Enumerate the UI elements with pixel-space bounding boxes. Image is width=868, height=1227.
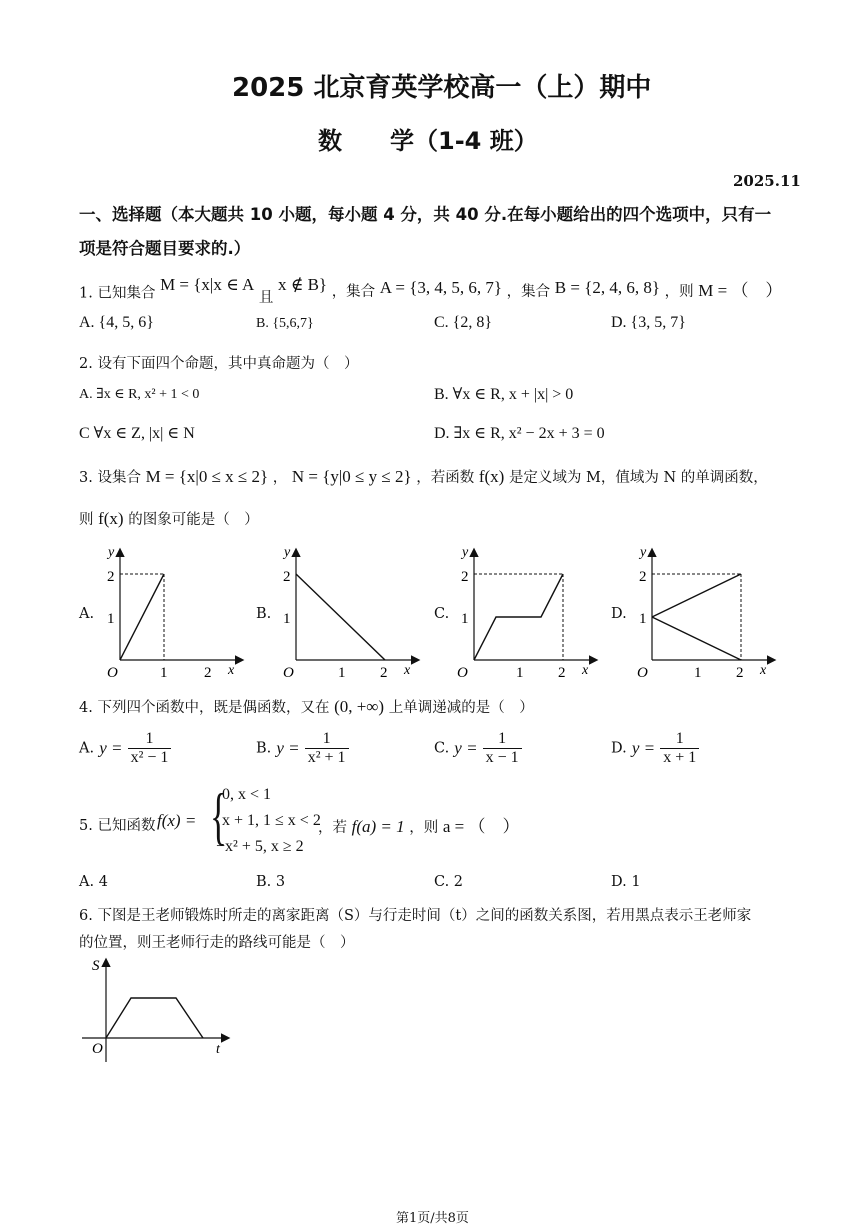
- q3-graph-d: [624, 540, 784, 685]
- q3-prefix: 3. 设集合: [79, 470, 141, 486]
- q4-option-d: [611, 730, 699, 767]
- tick-y-2: 2: [461, 569, 469, 585]
- graph-d-line-down: [652, 617, 741, 660]
- q1-set-m: M = {x|x ∈ A: [160, 275, 255, 294]
- tick-y-1: 1: [461, 611, 469, 627]
- q4-option-a-den: x² − 1: [130, 749, 169, 766]
- tick-y-1: 1: [639, 611, 647, 627]
- q5-cond: f(a) = 1: [351, 817, 405, 836]
- origin-label: O: [107, 665, 118, 681]
- tick-x-1: 1: [160, 665, 168, 681]
- q4-option-b-den: x² + 1: [307, 749, 346, 766]
- q5-case-2: x + 1, 1 ≤ x < 2: [222, 812, 321, 829]
- axis-s-label: S: [92, 958, 100, 974]
- q5-option-a: A. 4: [79, 874, 108, 890]
- tick-y-2: 2: [107, 569, 115, 585]
- q4-option-c-label: C.: [434, 740, 450, 757]
- q1-set-m-cond: x ∉ B}: [277, 275, 328, 294]
- axis-y-label: y: [108, 545, 115, 560]
- q1-option-a: A. {4, 5, 6}: [79, 314, 154, 331]
- q4-option-c-num: 1: [483, 730, 522, 749]
- q5-option-b: B. 3: [256, 874, 286, 890]
- q1-and: 且: [258, 290, 274, 306]
- q3-graph-b-label: B.: [256, 606, 272, 622]
- q5-tail: [318, 812, 520, 837]
- q5-case-1: 0, x < 1: [222, 786, 272, 803]
- axis-x-label: x: [228, 663, 235, 678]
- q1-stem: [79, 275, 783, 306]
- q4-option-b-num: 1: [305, 730, 349, 749]
- q4-option-c-den: x − 1: [485, 749, 519, 766]
- q5-prefix: 5. 已知函数: [79, 818, 156, 834]
- q1-ask: M = （ ）: [698, 281, 783, 300]
- axis-x-label: x: [760, 663, 767, 678]
- q6-graph-line: [106, 998, 203, 1038]
- q3-graph-a: [92, 540, 252, 685]
- q3-set-m: M = {x|0 ≤ x ≤ 2}: [145, 467, 269, 486]
- tick-y-1: 1: [283, 611, 291, 627]
- q4-option-c: [434, 730, 522, 767]
- q1-mid1: ，集合: [331, 284, 376, 300]
- graph-a-line: [120, 574, 164, 660]
- q1-option-d: D. {3, 5, 7}: [611, 314, 686, 331]
- q4-end: 上单调递减的是（ ）: [388, 700, 534, 716]
- origin-label: O: [92, 1041, 103, 1057]
- q4-option-d-lhs: y =: [631, 738, 656, 758]
- graph-b-line: [296, 574, 385, 660]
- origin-label: O: [637, 665, 648, 681]
- q4-option-a-lhs: y =: [99, 738, 123, 758]
- origin-label: O: [283, 665, 294, 681]
- tick-y-1: 1: [107, 611, 115, 627]
- q4-option-a-label: A.: [79, 740, 95, 757]
- tick-x-1: 1: [338, 665, 346, 681]
- axis-y-label: y: [284, 545, 291, 560]
- q4-option-b-frac: [305, 730, 349, 767]
- exam-date: 2025.11: [733, 172, 801, 190]
- q3-graph-d-label: D.: [611, 606, 627, 622]
- q1-set-b: B = {2, 4, 6, 8}: [554, 278, 661, 297]
- q4-option-c-frac: [483, 730, 522, 767]
- page-number: 第1页/共8页: [396, 1211, 469, 1226]
- q4-option-b: [256, 730, 349, 767]
- tick-x-2: 2: [380, 665, 388, 681]
- q4-option-a: [79, 730, 171, 767]
- q4-option-b-label: B.: [256, 740, 272, 757]
- q4-option-c-lhs: y =: [454, 738, 478, 758]
- q2-stem: 2. 设有下面四个命题，其中真命题为（ ）: [79, 356, 359, 372]
- section-heading-line2: 项是符合题目要求的.）: [79, 239, 251, 258]
- q4-stem: [79, 696, 534, 717]
- q2-option-d: D. ∃x ∈ R, x² − 2x + 3 = 0: [434, 425, 605, 442]
- q4-interval: (0, +∞): [334, 697, 385, 716]
- q5-option-d: D. 1: [611, 874, 641, 890]
- q3-line2-end: 的图象可能是（ ）: [128, 512, 259, 528]
- section-heading-line1: 一、选择题（本大题共 10 小题，每小题 4 分，共 40 分.在每小题给出的四个选项中，只有一: [79, 205, 772, 224]
- q6-line2: 的位置，则王老师行走的路线可能是（ ）: [79, 935, 355, 951]
- q3-line2: [79, 508, 259, 529]
- q5-case-3: −x² + 5, x ≥ 2: [216, 838, 304, 855]
- q3-line2-fx: f(x): [98, 509, 124, 528]
- axis-y-label: y: [640, 545, 647, 560]
- q5-fx: f(x) =: [157, 811, 197, 830]
- axis-x-label: x: [404, 663, 411, 678]
- q1-end: ，则: [664, 284, 694, 300]
- tick-y-2: 2: [639, 569, 647, 585]
- q4-option-d-label: D.: [611, 740, 627, 757]
- q5-end: ，则: [409, 820, 439, 836]
- q3-comma: ，: [272, 470, 288, 486]
- q6-graph: [78, 952, 248, 1072]
- q5-option-c: C. 2: [434, 874, 464, 890]
- axis-t-label: t: [216, 1042, 220, 1057]
- q2-option-a: A. ∃x ∈ R, x² + 1 < 0: [79, 387, 200, 402]
- q1-option-c: C. {2, 8}: [434, 314, 493, 331]
- q2-option-c: C ∀x ∈ Z, |x| ∈ N: [79, 425, 195, 442]
- q3-graph-b: [268, 540, 428, 685]
- tick-x-1: 1: [516, 665, 524, 681]
- graph-c-line: [474, 574, 563, 660]
- q1-set-a: A = {3, 4, 5, 6, 7}: [379, 278, 503, 297]
- tick-x-1: 1: [694, 665, 702, 681]
- q2-option-b: B. ∀x ∈ R, x + |x| > 0: [434, 386, 574, 403]
- q3-line1: [79, 466, 768, 487]
- q4-option-a-num: 1: [128, 730, 172, 749]
- q6-line1: 6. 下图是王老师锻炼时所走的离家距离（S）与行走时间（t）之间的函数关系图，若用黑点表示王老师家: [79, 908, 752, 924]
- q5-mid: ，若: [318, 820, 347, 836]
- q5-ask: a = （ ）: [442, 817, 520, 836]
- tick-y-2: 2: [283, 569, 291, 585]
- q4-option-b-lhs: y =: [276, 738, 300, 758]
- axis-x-label: x: [582, 663, 589, 678]
- tick-x-2: 2: [736, 665, 744, 681]
- q3-fx: f(x): [478, 467, 505, 486]
- q4-option-d-frac: [660, 730, 699, 767]
- exam-subtitle: 数 学（1-4 班）: [318, 127, 538, 155]
- exam-title: 2025 北京育英学校高一（上）期中: [232, 73, 652, 103]
- q1-prefix: 1. 已知集合: [79, 285, 156, 302]
- q5-brace: {: [210, 780, 227, 851]
- q3-line2-prefix: 则: [79, 512, 94, 528]
- q4-option-a-frac: [128, 730, 172, 767]
- q4-prefix: 4. 下列四个函数中，既是偶函数，又在: [79, 700, 330, 716]
- q3-graph-a-label: A.: [79, 606, 95, 622]
- q3-graph-c: [446, 540, 606, 685]
- q3-mid: ，若函数: [416, 470, 475, 486]
- q3-graph-c-label: C.: [434, 606, 450, 622]
- q3-end: 是定义域为 M，值域为 N 的单调函数，: [508, 470, 768, 486]
- q1-option-b: B. {5,6,7}: [256, 316, 314, 331]
- q1-mid2: ，集合: [506, 284, 551, 300]
- origin-label: O: [457, 665, 468, 681]
- q4-option-d-den: x + 1: [663, 749, 697, 766]
- tick-x-2: 2: [558, 665, 566, 681]
- q3-set-n: N = {y|0 ≤ y ≤ 2}: [291, 467, 412, 486]
- q4-option-d-num: 1: [660, 730, 699, 749]
- graph-d-line-up: [652, 574, 741, 617]
- tick-x-2: 2: [204, 665, 212, 681]
- axis-y-label: y: [462, 545, 469, 560]
